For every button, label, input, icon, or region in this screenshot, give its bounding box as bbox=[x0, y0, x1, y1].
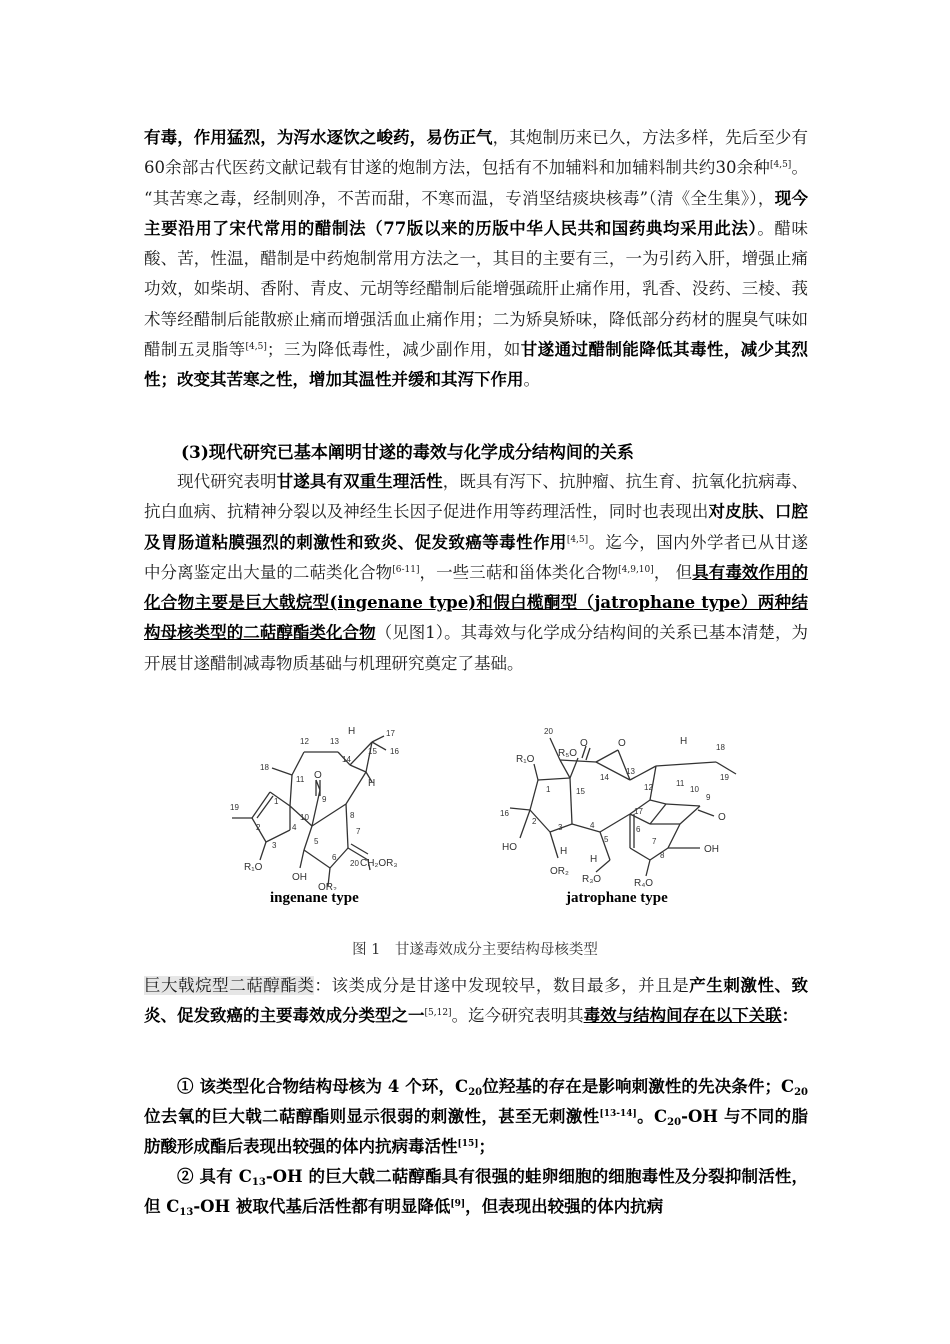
atom-label: 14 bbox=[600, 773, 609, 782]
atom-label: OH bbox=[704, 844, 719, 855]
atom-label: 14 bbox=[342, 755, 351, 764]
atom-label: 13 bbox=[626, 767, 635, 776]
atom-label: 1 bbox=[274, 797, 279, 806]
atom-label: 16 bbox=[500, 809, 509, 818]
citation: [13-14] bbox=[599, 1109, 637, 1119]
atom-label: OR₂ bbox=[318, 882, 337, 890]
text: 。 bbox=[523, 370, 540, 390]
atom-label: 11 bbox=[676, 779, 685, 788]
atom-label: 6 bbox=[636, 825, 641, 834]
bold-text: 现今主要沿用了宋代常用的醋制法（77版以来的历版中华人民共和国药典均采用此法） bbox=[144, 188, 809, 238]
atom-label: O bbox=[580, 738, 588, 749]
atom-label: 12 bbox=[300, 737, 309, 746]
atom-label: 7 bbox=[652, 837, 657, 846]
paragraph-processing bbox=[144, 123, 808, 396]
atom-label: H bbox=[560, 846, 568, 857]
text: -OH 被取代基后活性都有明显降低 bbox=[193, 1197, 451, 1216]
jatrophane-structure bbox=[510, 738, 736, 876]
figure-caption: 图 1 甘遂毒效成分主要结构母核类型 bbox=[352, 942, 598, 958]
text: ， 但 bbox=[653, 562, 693, 582]
text: 。醋味酸、苦，性温，醋制是中药炮制常用方法之一，其目的主要有三，一为引药入肝，增强止痛功效，如柴胡、香附、青皮、元胡等经醋制后能增强疏肝止痛作用，乳香、没药、三棱、莪术等经醋制后能散瘀止痛而增强活血止痛作用；二为矫臭矫味，降低部分药材的腥臭气味如醋制五灵脂等 bbox=[144, 218, 809, 360]
atom-label: R₃O bbox=[582, 874, 602, 885]
text: -OH 与不同的脂肪酸形成酯后表现出较强的体内抗病毒活性 bbox=[144, 1107, 808, 1156]
text: ，但表现出较强的体内抗病 bbox=[465, 1197, 664, 1216]
atom-label: R₅O bbox=[558, 748, 578, 759]
atom-label: 1 bbox=[546, 785, 551, 794]
atom-label: 10 bbox=[300, 813, 309, 822]
atom-label: O bbox=[718, 812, 726, 823]
text: -OH 的巨大戟二萜醇酯具有很强的蛙卵细胞的细胞毒性及分裂抑制活性，但 C bbox=[144, 1167, 809, 1216]
atom-label: 17 bbox=[386, 729, 395, 738]
text: ② 具有 C bbox=[177, 1167, 252, 1186]
paragraph-ingenane bbox=[144, 971, 808, 1031]
atom-label: 15 bbox=[368, 747, 377, 756]
bold-text: 甘遂具有双重生理活性 bbox=[276, 472, 443, 491]
atom-label: HO bbox=[502, 842, 517, 853]
text: 。C bbox=[636, 1107, 668, 1126]
atom-label: O bbox=[314, 770, 322, 781]
atom-label: 3 bbox=[272, 841, 277, 850]
atom-label: 2 bbox=[532, 817, 537, 826]
text: （见图1）。其毒效与化学成分结构间的关系已基本清楚，为开展甘遂醋制减毒物质基础与机理研究奠定了基础。 bbox=[144, 623, 809, 673]
paragraph-modern-research bbox=[144, 467, 808, 679]
atom-label: 10 bbox=[690, 785, 699, 794]
text: 位去氧的巨大戟二萜醇酯则显示很弱的刺激性，甚至无刺激性 bbox=[144, 1107, 600, 1126]
subscript: 13 bbox=[251, 1177, 266, 1188]
bold-text: 有毒，作用猛烈，为泻水逐饮之峻药，易伤正气 bbox=[144, 128, 493, 147]
atom-label: 12 bbox=[644, 783, 653, 792]
atom-label: 3 bbox=[558, 823, 563, 832]
paragraph-point-1 bbox=[144, 1072, 808, 1162]
subscript: 13 bbox=[179, 1207, 194, 1218]
ingenane-labels bbox=[230, 726, 399, 890]
atom-label: 8 bbox=[350, 811, 355, 820]
atom-label: 2 bbox=[256, 823, 261, 832]
paragraph-point-2 bbox=[144, 1162, 808, 1222]
atom-label: H bbox=[680, 736, 688, 747]
citation: [9] bbox=[450, 1199, 466, 1209]
text: ； bbox=[478, 1137, 496, 1156]
atom-label: 5 bbox=[604, 835, 609, 844]
atom-label: 8 bbox=[660, 851, 665, 860]
atom-label: 18 bbox=[260, 763, 269, 772]
section-heading: (3)现代研究已基本阐明甘遂的毒效与化学成分结构间的关系 bbox=[181, 443, 634, 463]
figure-label-ingenane: ingenane type bbox=[270, 890, 359, 906]
text: ：该类成分是甘遂中发现较早，数目最多，并且是 bbox=[314, 976, 690, 995]
atom-label: 15 bbox=[576, 787, 585, 796]
atom-label: 4 bbox=[292, 823, 297, 832]
citation: [5,12] bbox=[424, 1008, 452, 1018]
atom-label: 16 bbox=[390, 747, 399, 756]
atom-label: OR₂ bbox=[550, 866, 569, 877]
atom-label: 11 bbox=[296, 775, 305, 784]
citation: [4,9,10] bbox=[618, 564, 654, 575]
atom-label: OH bbox=[292, 872, 307, 883]
text: ；三为降低毒性，减少副作用，如 bbox=[266, 340, 521, 360]
subscript: 20 bbox=[794, 1087, 808, 1098]
atom-label: 9 bbox=[706, 793, 711, 802]
atom-label: 18 bbox=[716, 743, 725, 752]
text: 。 “其苦寒之毒，经制则净，不苦而甜，不寒而温，专消坚结痰块核毒”（清《全生集》）， bbox=[144, 158, 809, 208]
atom-label: 19 bbox=[720, 773, 729, 782]
figure-structures bbox=[220, 720, 740, 920]
text: 。迄今，国内外学者已从甘遂中分离鉴定出大量的二萜类化合物 bbox=[144, 532, 809, 582]
bold-text: 甘遂通过醋制能降低其毒性，减少其烈性；改变其苦寒之性，增加其温性并缓和其泻下作用 bbox=[144, 340, 809, 390]
atom-label: 7 bbox=[356, 827, 361, 836]
atom-label: 9 bbox=[322, 795, 327, 804]
text: 现代研究表明 bbox=[177, 472, 277, 491]
atom-label: O bbox=[618, 738, 626, 749]
atom-label: CH₂OR₃ bbox=[360, 858, 398, 869]
text: 。迄今研究表明其 bbox=[451, 1006, 584, 1025]
atom-label: 17 bbox=[634, 807, 643, 816]
subscript: 20 bbox=[468, 1087, 483, 1098]
citation: [6-11] bbox=[392, 564, 420, 575]
citation: [4,5] bbox=[769, 160, 792, 171]
atom-label: 13 bbox=[330, 737, 339, 746]
atom-label: 20 bbox=[544, 727, 553, 736]
citation: [4,5] bbox=[566, 534, 589, 545]
structure-drawing bbox=[220, 720, 740, 890]
text: ，既具有泻下、抗肿瘤、抗生育、抗氧化抗病毒、抗白血病、抗精神分裂以及神经生长因子促进作用等药理活性，同时也表现出 bbox=[144, 472, 809, 522]
atom-label: 6 bbox=[332, 853, 337, 862]
citation: [15] bbox=[457, 1139, 479, 1149]
bold-underlined-text: 毒效与结构间存在以下关联 bbox=[583, 1006, 782, 1025]
figure-label-jatrophane: jatrophane type bbox=[566, 890, 668, 906]
atom-label: H bbox=[590, 854, 598, 865]
atom-label: R₄O bbox=[634, 878, 654, 889]
text: ① 该类型化合物结构母核为 4 个环，C bbox=[177, 1077, 469, 1096]
citation: [4,5] bbox=[245, 342, 267, 353]
atom-label: H bbox=[348, 726, 356, 737]
atom-label: 20 bbox=[350, 859, 359, 868]
atom-label: 4 bbox=[590, 821, 595, 830]
bold-text: 产生刺激性、致炎、促发致癌的主要毒效成分类型之一 bbox=[144, 976, 809, 1025]
subscript: 20 bbox=[667, 1117, 682, 1128]
highlighted-term: 巨大戟烷型二萜醇酯类 bbox=[144, 976, 315, 995]
atom-label: R₁O bbox=[516, 754, 535, 765]
bold-underlined-text: 具有毒效作用的化合物主要是巨大戟烷型(ingenane type)和假白榄酮型（jatrophane type）两种结构母核类型的二萜醇酯类化合物 bbox=[144, 562, 809, 643]
atom-label: H bbox=[368, 778, 376, 789]
text: ，一些三萜和甾体类化合物 bbox=[419, 562, 619, 582]
bold-text: 对皮肤、口腔及胃肠道粘膜强烈的刺激性和致炎、促发致癌等毒性作用 bbox=[144, 502, 809, 552]
atom-label: 19 bbox=[230, 803, 239, 812]
bold-text: ： bbox=[781, 1006, 799, 1025]
atom-label: R₁O bbox=[244, 862, 263, 873]
text: ，其炮制历来已久，方法多样，先后至少有60余部古代医药文献记载有甘遂的炮制方法，包括有不加辅料和加辅料制共约30余种 bbox=[144, 128, 809, 178]
text: 位羟基的存在是影响刺激性的先决条件；C bbox=[482, 1077, 795, 1096]
atom-label: 5 bbox=[314, 837, 319, 846]
